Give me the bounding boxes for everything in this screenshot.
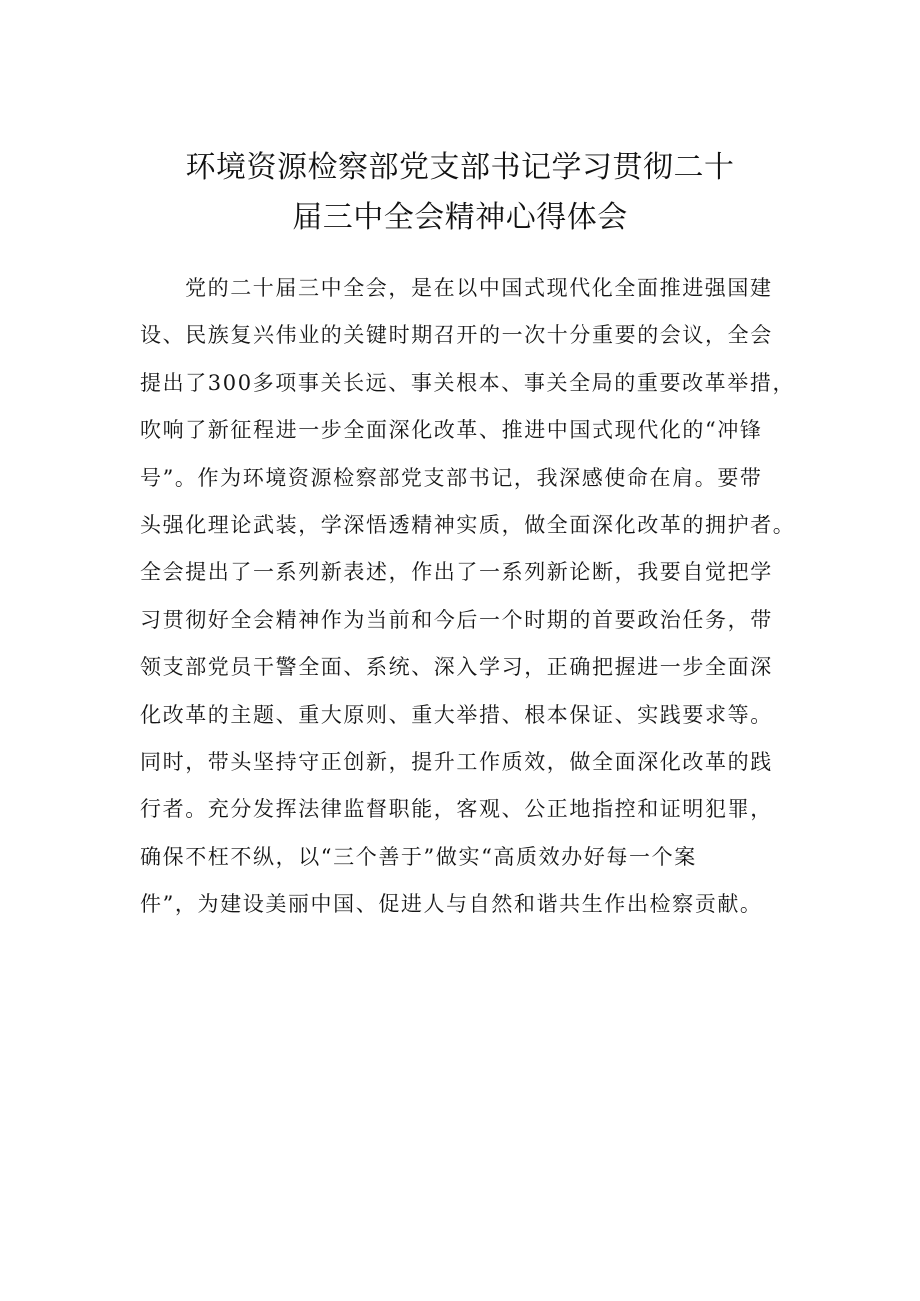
title-line-2: 届三中全会精神心得体会: [292, 200, 628, 235]
body-line-8: 习贯彻好全会精神作为当前和今后一个时期的首要政治任务，带: [140, 607, 773, 632]
body-line-13: 确保不枉不纵，以“三个善于”做实“高质效办好每一个案: [140, 844, 697, 869]
document-title: [120, 143, 800, 243]
body-line-10: 化改革的主题、重大原则、重大举措、根本保证、实践要求等。: [140, 702, 773, 727]
body-line-3: 提出了300多项事关长远、事关根本、事关全局的重要改革举措，: [140, 370, 796, 395]
body-line-1: 党的二十届三中全会，是在以中国式现代化全面推进强国建: [185, 276, 773, 300]
body-line-14: 件”，为建设美丽中国、促进人与自然和谐共生作出检察贡献。: [140, 892, 763, 917]
body-line-7: 全会提出了一系列新表述，作出了一系列新论断，我要自觉把学: [140, 560, 773, 585]
title-line-1: 环境资源检察部党支部书记学习贯彻二十: [185, 150, 735, 185]
body-line-9: 领支部党员干警全面、系统、深入学习，正确把握进一步全面深: [140, 655, 773, 680]
body-line-11: 同时，带头坚持守正创新，提升工作质效，做全面深化改革的践: [140, 749, 773, 774]
body-paragraph: [140, 265, 800, 928]
body-line-12: 行者。充分发挥法律监督职能，客观、公正地指控和证明犯罪，: [140, 797, 773, 822]
body-line-4: 吹响了新征程进一步全面深化改革、推进中国式现代化的“冲锋: [140, 418, 763, 443]
body-line-6: 头强化理论武装，学深悟透精神实质，做全面深化改革的拥护者。: [140, 512, 796, 537]
body-line-5: 号”。作为环境资源检察部党支部书记，我深感使命在肩。要带: [140, 465, 763, 490]
body-line-2: 设、民族复兴伟业的关键时期召开的一次十分重要的会议，全会: [140, 323, 773, 348]
